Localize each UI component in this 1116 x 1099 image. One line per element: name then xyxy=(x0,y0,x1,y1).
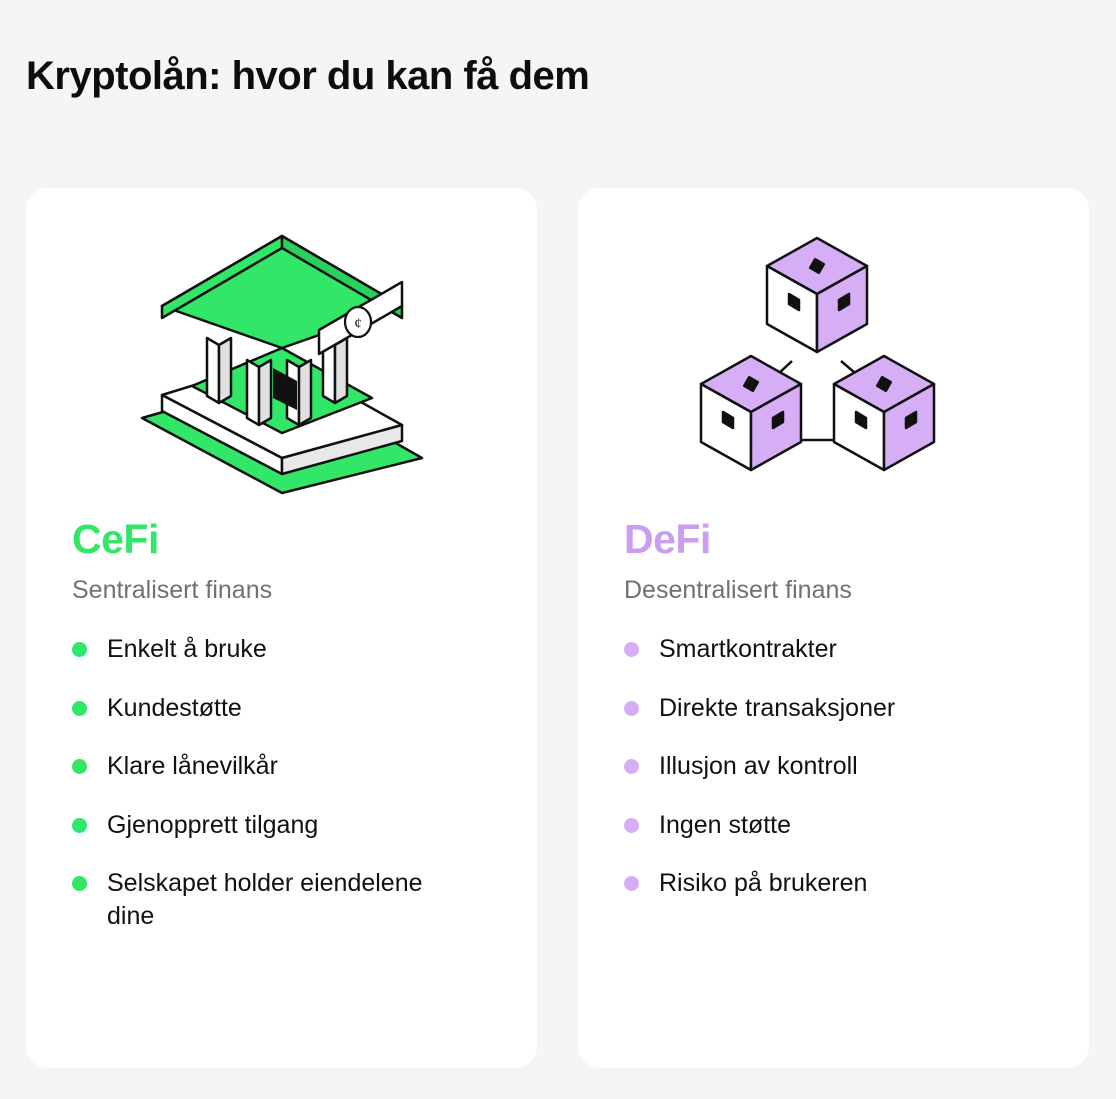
defi-feature-list xyxy=(624,633,1043,900)
list-item xyxy=(72,692,491,725)
list-item xyxy=(72,867,491,932)
defi-body xyxy=(578,518,1089,900)
cefi-title: CeFi xyxy=(72,516,159,562)
feature-label: Risiko på brukeren xyxy=(659,869,868,898)
feature-label: Direkte transaksjoner xyxy=(659,693,896,722)
bullet-dot-icon xyxy=(72,701,87,716)
list-item xyxy=(624,750,1043,783)
bullet-dot-icon xyxy=(72,818,87,833)
feature-label: Illusjon av kontroll xyxy=(659,752,858,781)
bullet-dot-icon xyxy=(72,759,87,774)
bullet-dot-icon xyxy=(624,876,639,891)
page-title: Kryptolån: hvor du kan få dem xyxy=(26,53,590,98)
feature-label: Enkelt å bruke xyxy=(107,635,267,664)
bank-building-isometric-icon xyxy=(137,218,427,503)
list-item xyxy=(72,809,491,842)
feature-label: Klare lånevilkår xyxy=(107,752,278,781)
bullet-dot-icon xyxy=(624,701,639,716)
bullet-dot-icon xyxy=(624,818,639,833)
list-item xyxy=(624,867,1043,900)
bullet-dot-icon xyxy=(72,876,87,891)
svg-text:¢: ¢ xyxy=(353,315,362,332)
defi-subtitle: Desentralisert finans xyxy=(624,576,852,605)
cefi-subtitle: Sentralisert finans xyxy=(72,576,273,605)
cefi-illustration xyxy=(26,188,537,518)
bullet-dot-icon xyxy=(624,642,639,657)
feature-label: Ingen støtte xyxy=(659,810,792,839)
blockchain-cubes-isometric-icon xyxy=(689,218,979,503)
feature-label: Smartkontrakter xyxy=(659,635,837,664)
cards-container xyxy=(26,188,1090,1068)
card-defi xyxy=(578,188,1089,1068)
card-cefi xyxy=(26,188,537,1068)
feature-label: Gjenopprett tilgang xyxy=(107,810,319,839)
cefi-feature-list xyxy=(72,633,491,932)
cefi-body xyxy=(26,518,537,932)
list-item xyxy=(72,633,491,666)
feature-label: Selskapet holder eiendelene dine xyxy=(107,869,423,930)
list-item xyxy=(624,692,1043,725)
feature-label: Kundestøtte xyxy=(107,693,242,722)
defi-title: DeFi xyxy=(624,516,711,562)
bullet-dot-icon xyxy=(72,642,87,657)
defi-illustration xyxy=(578,188,1089,518)
list-item xyxy=(624,809,1043,842)
list-item xyxy=(624,633,1043,666)
list-item xyxy=(72,750,491,783)
bullet-dot-icon xyxy=(624,759,639,774)
